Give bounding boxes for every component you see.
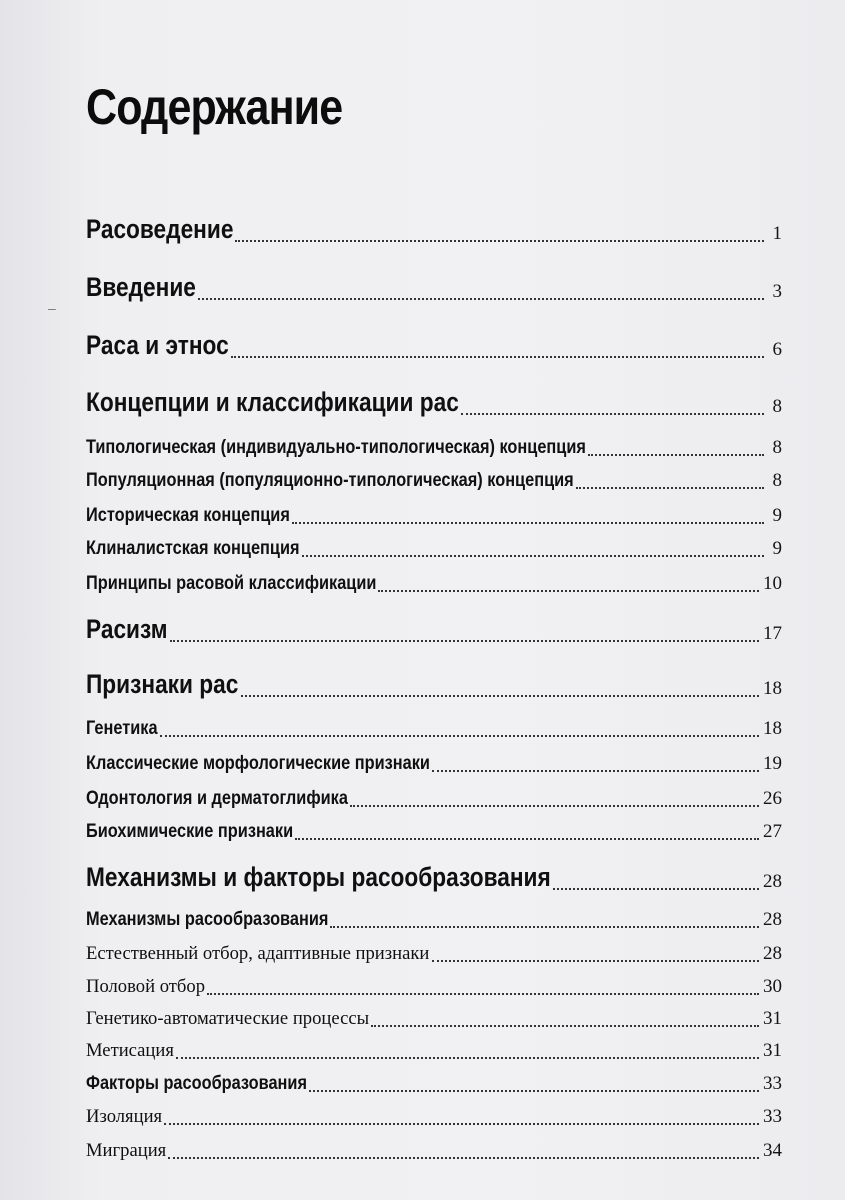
toc-entry[interactable]: [86, 384, 782, 418]
toc-entry-page: 19: [763, 753, 782, 774]
toc-entry-page: 9: [772, 505, 782, 526]
toc-entry-title: Механизмы расообразования: [86, 909, 329, 930]
dot-leader: [350, 804, 759, 807]
toc-entry-title: Половой отбор: [86, 976, 206, 997]
dot-leader: [588, 453, 764, 456]
toc-entry-page: 10: [763, 573, 782, 594]
toc-entry-title: Генетико-автоматические процессы: [86, 1008, 370, 1029]
toc-entry[interactable]: [86, 1136, 782, 1162]
toc-entry[interactable]: [86, 1069, 782, 1095]
toc-entry-title: Концепции и классификации рас: [86, 387, 459, 417]
toc-entry-title: Принципы расовой классификации: [86, 573, 377, 594]
dot-leader: [164, 1122, 759, 1125]
toc-entry[interactable]: [86, 611, 782, 645]
toc-entry[interactable]: [86, 327, 782, 361]
toc-entry-page: 31: [763, 1008, 782, 1029]
toc-entry[interactable]: [86, 817, 782, 843]
dot-leader: [231, 355, 764, 358]
toc-entry-page: 9: [772, 538, 782, 559]
toc-entry-page: 18: [763, 678, 782, 699]
toc-entry[interactable]: [86, 466, 782, 492]
toc-entry-page: 6: [772, 339, 782, 360]
toc-entry-title: Классические морфологические признаки: [86, 753, 430, 774]
toc-entry-page: 18: [763, 718, 782, 739]
toc-entry-title: Факторы расообразования: [86, 1073, 308, 1094]
dot-leader: [198, 297, 764, 300]
dot-leader: [170, 639, 759, 642]
toc-entry-title: Изоляция: [86, 1106, 163, 1127]
toc-entry-title: Клиналистская концепция: [86, 538, 300, 559]
toc-entry-page: 28: [763, 871, 782, 892]
toc-entry[interactable]: [86, 211, 782, 245]
toc-entry-page: 17: [763, 623, 782, 644]
toc-entry-title: Популяционная (популяционно-типологическая) концепция: [86, 470, 574, 491]
toc-entry[interactable]: [86, 784, 782, 810]
toc-entry[interactable]: [86, 666, 782, 700]
toc-entry-title: Введение: [86, 272, 196, 302]
toc-entry-title: Раса и этнос: [86, 330, 229, 360]
toc-entry-title: Признаки рас: [86, 669, 239, 699]
toc-entry[interactable]: [86, 1004, 782, 1030]
toc-entry-page: 27: [763, 821, 782, 842]
toc-entry[interactable]: [86, 714, 782, 740]
toc-entry-title: Метисация: [86, 1040, 174, 1061]
toc-entry-title: Миграция: [86, 1140, 167, 1161]
toc-entry-page: 28: [763, 943, 782, 964]
toc-entry-title: Расизм: [86, 614, 168, 644]
dot-leader: [292, 521, 764, 524]
toc-entry-page: 34: [763, 1140, 782, 1161]
toc-entry[interactable]: [86, 501, 782, 527]
toc-entry[interactable]: [86, 1036, 782, 1062]
toc-entry[interactable]: [86, 859, 782, 893]
dot-leader: [235, 239, 764, 242]
dot-leader: [378, 589, 759, 592]
toc-entry-title: Биохимические признаки: [86, 821, 294, 842]
toc-entry[interactable]: [86, 939, 782, 965]
page-title: Содержание: [86, 79, 343, 135]
toc-entry-page: 31: [763, 1040, 782, 1061]
toc-entry-page: 8: [772, 437, 782, 458]
dot-leader: [553, 887, 759, 890]
toc-entry-page: 33: [763, 1106, 782, 1127]
dot-leader: [432, 769, 759, 772]
dot-leader: [302, 554, 764, 557]
toc-entry-title: Историческая концепция: [86, 505, 290, 526]
toc-entry[interactable]: [86, 569, 782, 595]
dot-leader: [461, 412, 764, 415]
dot-leader: [168, 1156, 759, 1159]
dot-leader: [295, 837, 759, 840]
toc-entry-title: Естественный отбор, адаптивные признаки: [86, 943, 430, 964]
toc-entry[interactable]: [86, 905, 782, 931]
dot-leader: [176, 1056, 759, 1059]
dot-leader: [309, 1089, 759, 1092]
dot-leader: [371, 1024, 759, 1027]
toc-entry[interactable]: [86, 534, 782, 560]
toc-entry-page: 28: [763, 909, 782, 930]
toc-entry-page: 8: [772, 470, 782, 491]
toc-entry-title: Расоведение: [86, 214, 234, 244]
toc-entry-title: Типологическая (индивидуально-типологическая) концепция: [86, 437, 586, 458]
toc-entry[interactable]: [86, 269, 782, 303]
dot-leader: [330, 925, 759, 928]
dot-leader: [576, 486, 764, 489]
dot-leader: [207, 992, 759, 995]
toc-entry-title: Механизмы и факторы расообразования: [86, 862, 551, 892]
toc-entry-title: Генетика: [86, 718, 158, 739]
dot-leader: [160, 734, 759, 737]
toc-entry-page: 26: [763, 788, 782, 809]
toc-entry[interactable]: [86, 433, 782, 459]
toc-entry-page: 3: [772, 281, 782, 302]
toc-entry-page: 1: [772, 223, 782, 244]
toc-entry-page: 30: [763, 976, 782, 997]
toc-entry-page: 8: [772, 396, 782, 417]
dot-leader: [241, 694, 759, 697]
toc-entry[interactable]: [86, 749, 782, 775]
toc-entry-page: 33: [763, 1073, 782, 1094]
toc-entry[interactable]: [86, 972, 782, 998]
toc-entry-title: Одонтология и дерматоглифика: [86, 788, 348, 809]
toc-entry[interactable]: [86, 1102, 782, 1128]
dot-leader: [432, 959, 759, 962]
margin-mark: –: [48, 300, 56, 316]
